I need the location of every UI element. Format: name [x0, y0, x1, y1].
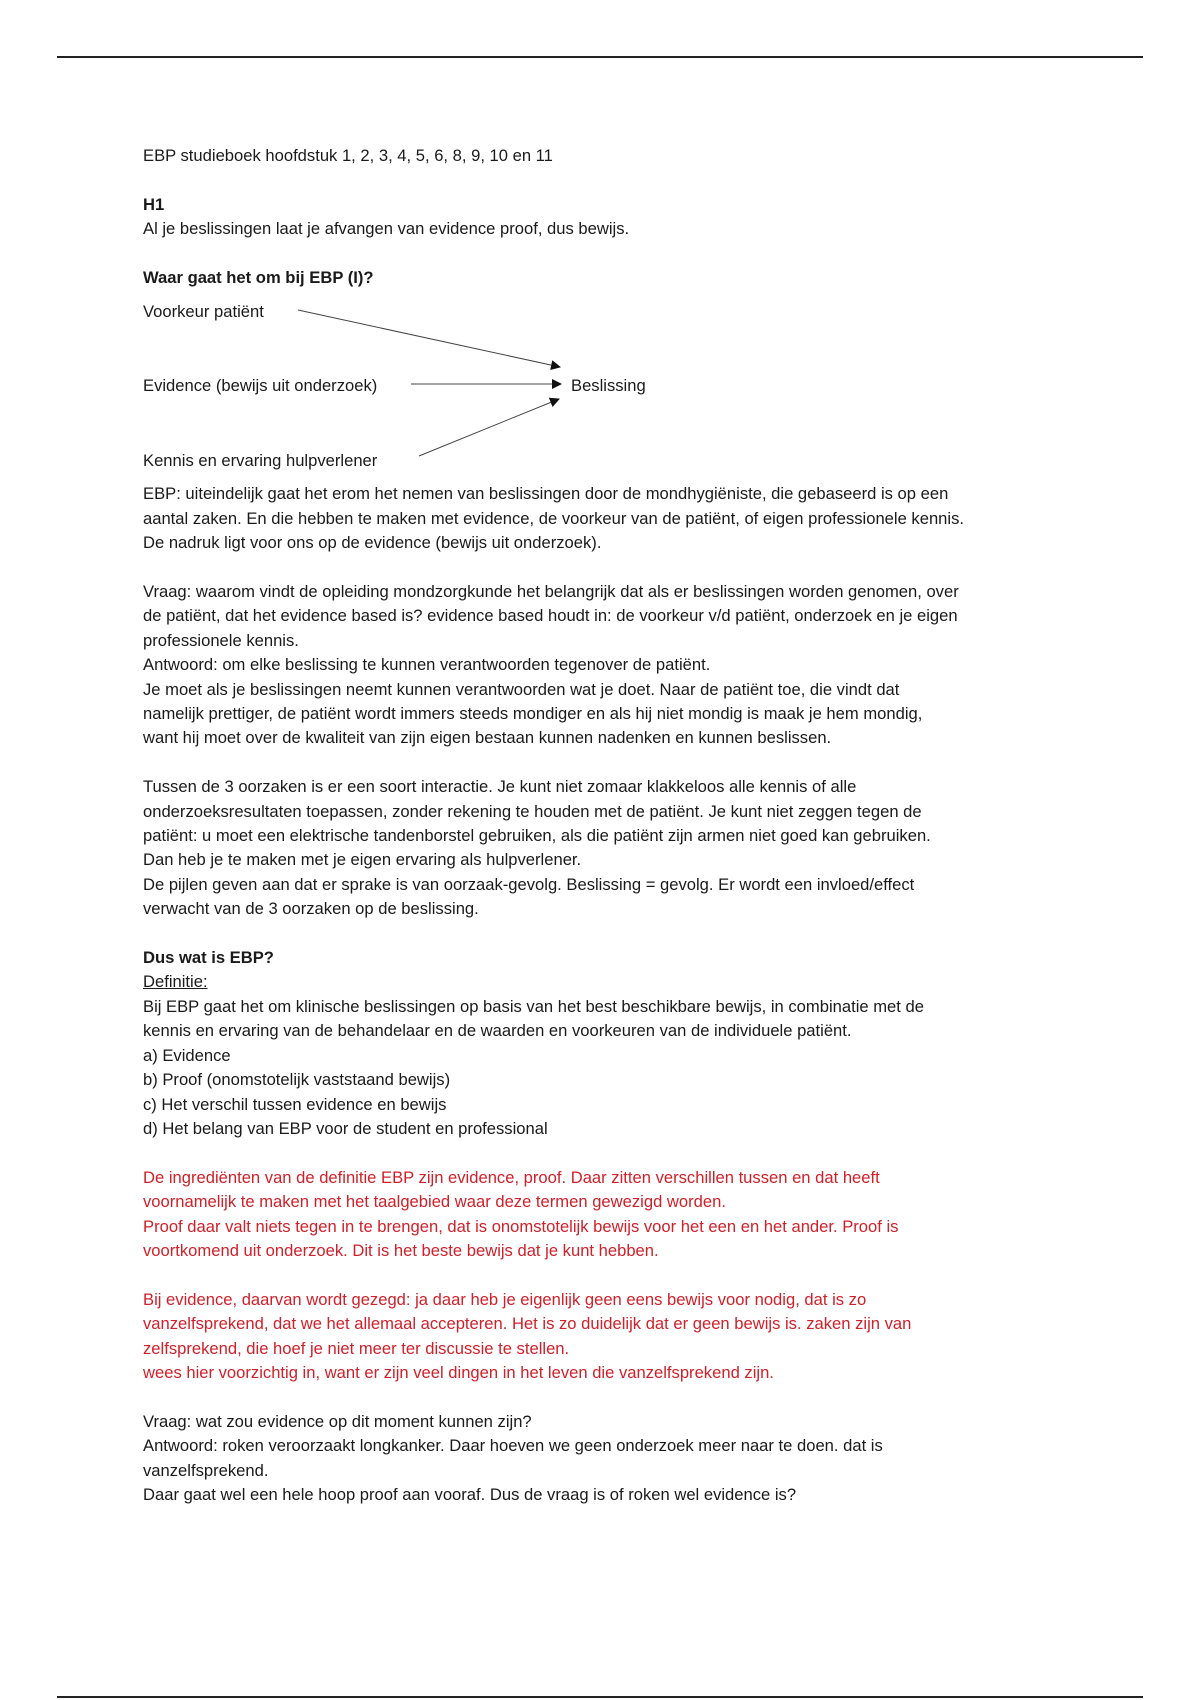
list-item-a: a) Evidence [143, 1045, 231, 1065]
arrow-voorkeur [298, 310, 560, 367]
list-item-c: c) Het verschil tussen evidence en bewijs [143, 1094, 447, 1114]
diagram-input-kennis: Kennis en ervaring hulpverlener [143, 451, 378, 471]
paragraph-definitie: Bij EBP gaat het om klinische beslissingen op basis van het best beschikbare bewijs, in combinatie met de kennis en ervaring van de behandelaar en de waarden en voorkeuren van de individuele patiënt. a) Evidence b) Proof (onomstotelijk vaststaand bewijs) c) Het verschil tussen evidence en bewijs d) Het belang van EBP voor de student en professional [143, 995, 1073, 1141]
paragraph-vraag: Vraag: waarom vindt de opleiding mondzorgkunde het belangrijk dat als er beslissingen worden genomen, over de patiënt, dat het evidence based is? evidence based houdt in: de voorkeur v/d patiënt, onderzoek en je eigen professionele kennis. Antwoord: om elke beslissing te kunnen verantwoorden tegenover de patiënt. Je moet als je beslissingen neemt kunnen verantwoorden wat je doet. Naar de patiënt toe, die vindt dat namelijk prettiger, de patiënt wordt immers steeds mondiger en als hij niet mondig is maak je hem mondig, want hij moet over de kwaliteit van zijn eigen bestaan kunnen nadenken en kunnen beslissen. [143, 582, 959, 748]
top-rule [57, 56, 1143, 58]
paragraph-tussen: Tussen de 3 oorzaken is er een soort interactie. Je kunt niet zomaar klakkeloos alle kennis of alle onderzoeksresultaten toepassen, zonder rekening te houden met de patiënt. Je kunt niet zeggen tegen de patiënt: u moet een elektrische tandenborstel gebruiken, als die patiënt zijn armen niet goed kan gebruiken. Dan heb je te maken met je eigen ervaring als hulpverlener. De pijlen geven aan dat er sprake is van oorzaak-gevolg. Beslissing = gevolg. Er wordt een invloed/effect verwacht van de 3 oorzaken op de beslissing. [143, 777, 931, 919]
bottom-rule [57, 1696, 1143, 1698]
diagram-input-evidence: Evidence (bewijs uit onderzoek) [143, 376, 378, 396]
diagram-output-beslissing: Beslissing [571, 376, 646, 396]
document-body [143, 144, 1073, 1507]
section-heading-waar: Waar gaat het om bij EBP (I)? [143, 268, 374, 287]
paragraph-final: Vraag: wat zou evidence op dit moment kunnen zijn? Antwoord: roken veroorzaakt longkanker. Daar hoeven we geen onderzoek meer naar te doen. dat is vanzelfsprekend. Daar gaat wel een hele hoop proof aan vooraf. Dus de vraag is of roken wel evidence is? [143, 1411, 883, 1504]
intro-text: Al je beslissingen laat je afvangen van evidence proof, dus bewijs. [143, 219, 630, 239]
definitie-label: Definitie: [143, 972, 208, 992]
paragraph-ebp: EBP: uiteindelijk gaat het erom het nemen van beslissingen door de mondhygiëniste, die gebaseerd is op een aantal zaken. En die hebben te maken met evidence, de voorkeur van de patiënt, of eigen professionele kennis. De nadruk ligt voor ons op de evidence (bewijs uit onderzoek). [143, 484, 965, 553]
document-title: EBP studieboek hoofdstuk 1, 2, 3, 4, 5, 6, 8, 9, 10 en 11 [143, 146, 553, 165]
red-paragraph-evidence: Bij evidence, daarvan wordt gezegd: ja daar heb je eigenlijk geen eens bewijs voor nodig, dat is zo vanzelfsprekend, dat we het allemaal accepteren. Het is zo duidelijk dat er geen bewijs is. zaken zijn van zelfsprekend, die hoef je niet meer ter discussie te stellen. wees hier voorzichtig in, want er zijn veel dingen in het leven die vanzelfsprekend zijn. [143, 1289, 912, 1382]
arrow-kennis [419, 399, 559, 456]
list-item-d: d) Het belang van EBP voor de student en professional [143, 1118, 548, 1138]
section-heading-dus: Dus wat is EBP? [143, 948, 274, 968]
chapter-heading: H1 [143, 194, 165, 214]
diagram-input-voorkeur: Voorkeur patiënt [143, 302, 264, 322]
ebp-diagram [143, 294, 1073, 471]
list-item-b: b) Proof (onomstotelijk vaststaand bewijs) [143, 1070, 451, 1090]
red-paragraph-ingredienten: De ingrediënten van de definitie EBP zijn evidence, proof. Daar zitten verschillen tussen en dat heeft voornamelijk te maken met het taalgebied waar deze termen gewezigd worden. Proof daar valt niets tegen in te brengen, dat is onomstotelijk bewijs voor het een en het ander. Proof is voortkomend uit onderzoek. Dit is het beste bewijs dat je kunt hebben. [143, 1167, 899, 1260]
